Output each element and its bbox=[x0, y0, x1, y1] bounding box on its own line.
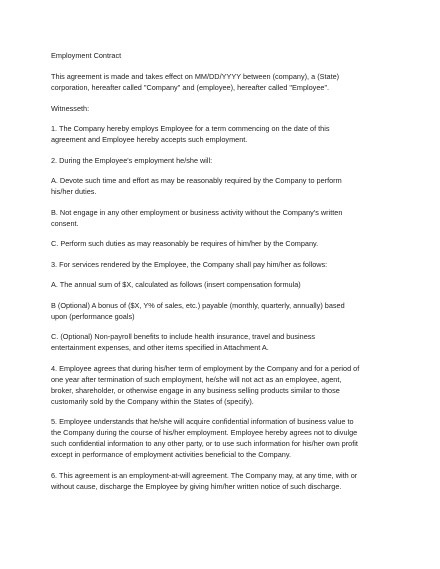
paragraph-line: 3. For services rendered by the Employee, the Company shall pay him/her as follows: bbox=[51, 259, 328, 269]
paragraph-line: A. Devote such time and effort as may be reasonably required by the Company to perform bbox=[51, 176, 342, 185]
paragraph-line: B. Not engage in any other employment or business activity without the Company's written bbox=[51, 207, 343, 217]
paragraph-line: customarily sold by the Company within the States of (specify). bbox=[51, 396, 254, 406]
paragraph-line: one year after termination of such employment, he/she will not act as an employee, agent, bbox=[51, 374, 342, 384]
paragraph-line: 5. Employee understands that he/she will acquire confidential information of business value to bbox=[51, 417, 354, 426]
contract-paragraph bbox=[51, 155, 391, 166]
paragraph-line: 6. This agreement is an employment-at-will agreement. The Company may, at any time, with or bbox=[51, 470, 358, 480]
contract-paragraph bbox=[51, 300, 391, 322]
paragraph-line: A. The annual sum of $X, calculated as follows (insert compensation formula) bbox=[51, 280, 301, 289]
contract-paragraph bbox=[51, 363, 391, 407]
contract-paragraph bbox=[51, 207, 391, 229]
paragraph-line: the Company during the course of his/her employment. Employee hereby agrees not to divulge bbox=[51, 428, 358, 437]
paragraph-line: Witnesseth: bbox=[51, 103, 90, 113]
paragraph-line: C. (Optional) Non-payroll benefits to include health insurance, travel and business bbox=[51, 332, 316, 341]
contract-paragraph bbox=[51, 71, 391, 93]
paragraph-line: 2. During the Employee's employment he/she will: bbox=[51, 155, 213, 165]
contract-paragraph bbox=[51, 470, 391, 492]
document-title bbox=[51, 50, 391, 61]
paragraph-line: entertainment expenses, and other items specified in Attachment A. bbox=[51, 343, 269, 352]
paragraph-line: This agreement is made and takes effect on MM/DD/YYYY between (company), a (State) bbox=[51, 72, 340, 81]
paragraph-line: except in performance of employment activities beneficial to the Company. bbox=[51, 450, 291, 459]
paragraph-line: his/her duties. bbox=[51, 187, 97, 196]
paragraph-line: without cause, discharge the Employee by giving him/her written notice of such discharge. bbox=[51, 481, 342, 491]
paragraph-line: 4. Employee agrees that during his/her term of employment by the Company and for a period of bbox=[51, 363, 360, 373]
contract-paragraph bbox=[51, 259, 391, 270]
contract-paragraph bbox=[51, 238, 391, 249]
contract-body bbox=[51, 71, 391, 492]
paragraph-line: corporation, hereafter called "Company" and (employee), hereafter called "Employee". bbox=[51, 83, 330, 92]
paragraph-line: upon (performance goals) bbox=[51, 311, 135, 321]
paragraph-line: 1. The Company hereby employs Employee for a term commencing on the date of this bbox=[51, 124, 330, 133]
contract-paragraph bbox=[51, 416, 391, 460]
paragraph-line: broker, shareholder, or otherwise engage in any business selling products similar to those bbox=[51, 385, 340, 395]
paragraph-line: consent. bbox=[51, 218, 79, 228]
paragraph-line: such confidential information to any other party, or to use such information for his/her own profit bbox=[51, 439, 358, 448]
contract-page bbox=[51, 50, 391, 501]
paragraph-line: B (Optional) A bonus of ($X, Y% of sales, etc.) payable (monthly, quarterly, annually) based bbox=[51, 300, 345, 310]
contract-paragraph bbox=[51, 175, 391, 197]
contract-paragraph bbox=[51, 103, 391, 114]
document-title-text: Employment Contract bbox=[51, 51, 122, 60]
paragraph-line: agreement and Employee hereby accepts such employment. bbox=[51, 135, 248, 144]
contract-paragraph bbox=[51, 123, 391, 145]
contract-paragraph bbox=[51, 331, 391, 353]
contract-paragraph bbox=[51, 279, 391, 290]
paragraph-line: C. Perform such duties as may reasonably be requires of him/her by the Company. bbox=[51, 239, 319, 248]
